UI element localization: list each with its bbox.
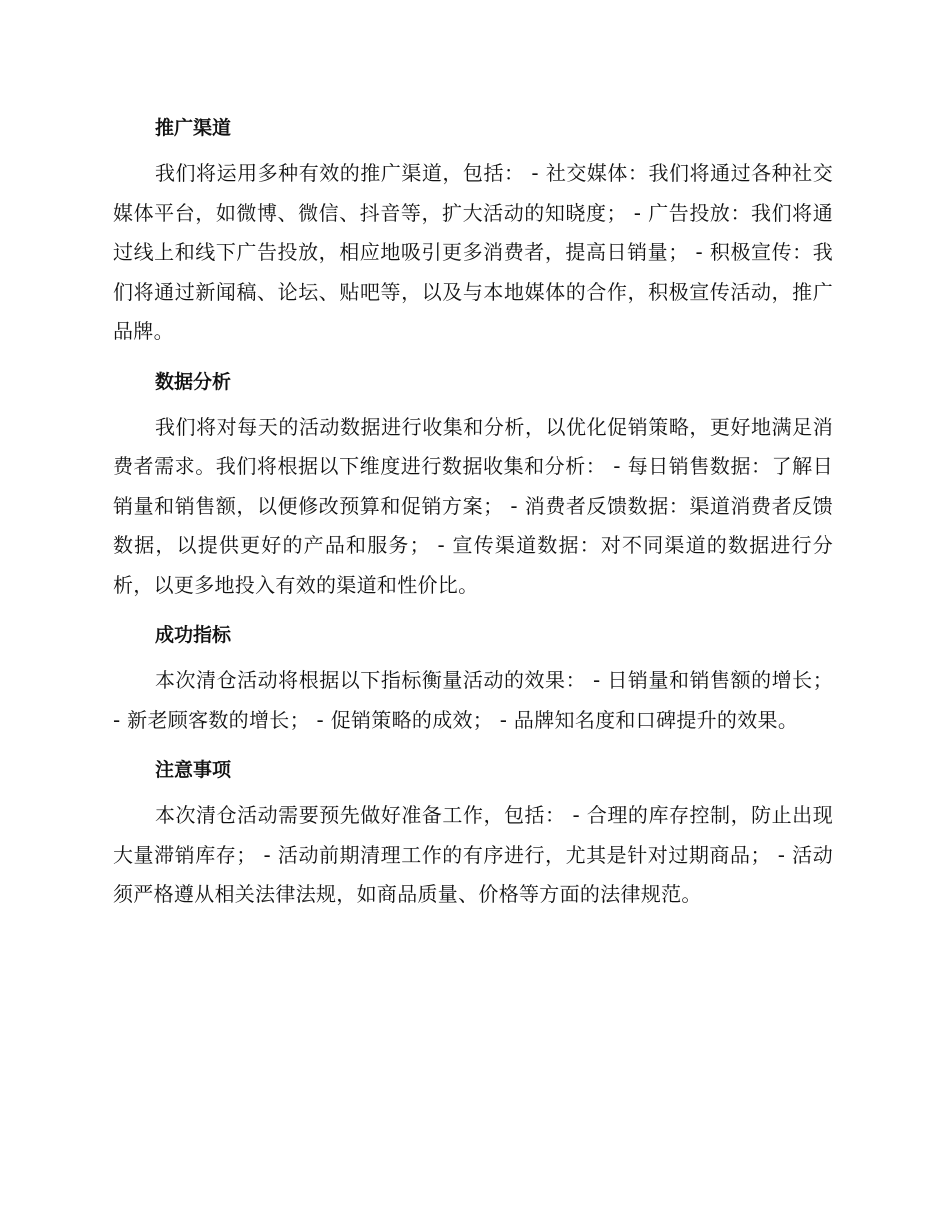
- section-body: 本次清仓活动将根据以下指标衡量活动的效果： - 日销量和销售额的增长； - 新老顾客数的增长； - 促销策略的成效； - 品牌知名度和口碑提升的效果。: [113, 668, 833, 732]
- section-body: 我们将对每天的活动数据进行收集和分析，以优化促销策略，更好地满足消费者需求。我们将根据以下维度进行数据收集和分析： - 每日销售数据：了解日销量和销售额，以便修改预算和促销方案； - 消费者反馈数据：渠道消费者反馈数据，以提供更好的产品和服务； - 宣传渠道数据：对不同渠道的数据进行分析，以更多地投入有效的渠道和性价比。: [113, 414, 833, 597]
- section-notes: [113, 750, 833, 915]
- section-heading: 数据分析: [155, 370, 232, 393]
- section-heading: 注意事项: [155, 759, 232, 781]
- section-body: 本次清仓活动需要预先做好准备工作，包括： - 合理的库存控制，防止出现大量滞销库存； - 活动前期清理工作的有序进行，尤其是针对过期商品； - 活动须严格遵从相关法律法规，如商品质量、价格等方面的法律规范。: [113, 803, 833, 906]
- section-heading: 推广渠道: [155, 117, 232, 139]
- document-page: [113, 108, 833, 925]
- section-success-metrics: [113, 615, 833, 740]
- section-body: 我们将运用多种有效的推广渠道，包括： - 社交媒体：我们将通过各种社交媒体平台，如微博、微信、抖音等，扩大活动的知晓度； - 广告投放：我们将通过线上和线下广告投放，相应地吸引更多消费者，提高日销量； - 积极宣传：我们将通过新闻稿、论坛、贴吧等，以及与本地媒体的合作，积极宣传活动，推广品牌。: [113, 161, 833, 343]
- section-data-analysis: [113, 362, 833, 606]
- section-heading: 成功指标: [155, 624, 232, 646]
- section-promotion-channels: [113, 108, 833, 352]
